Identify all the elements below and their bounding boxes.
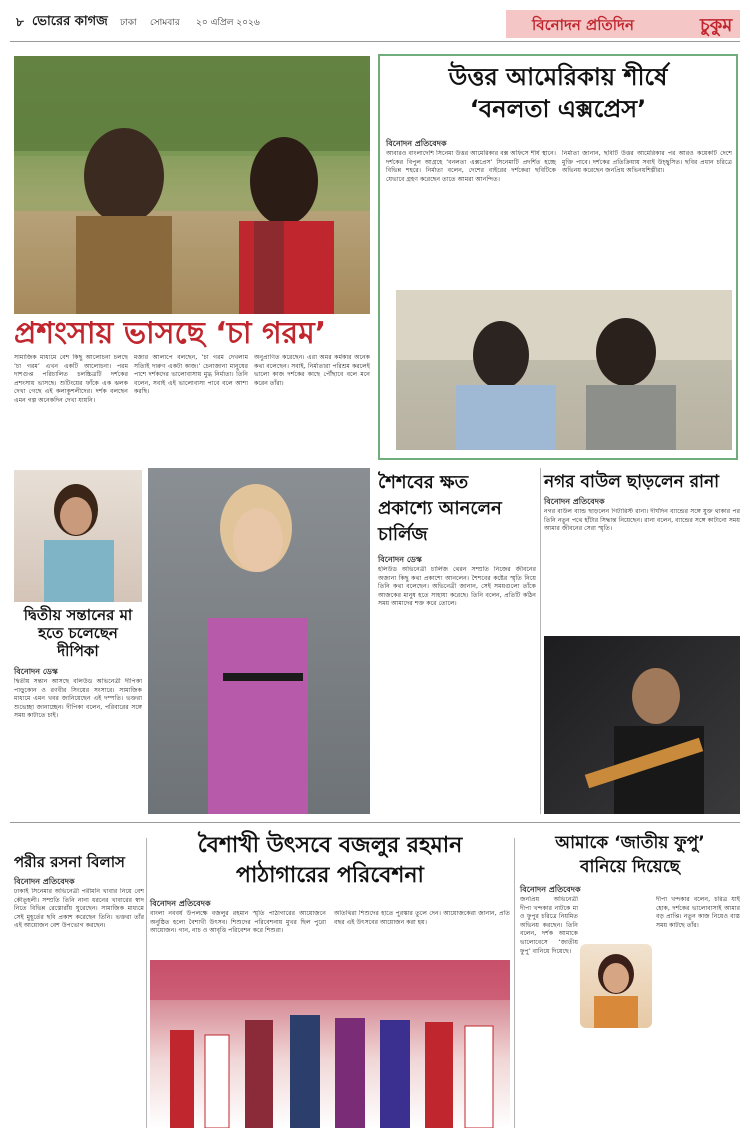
pori-body: ঢাকাই সিনেমার অভিনেত্রী পরীমনি খাবার নিয়ে বেশ কৌতূহলী। সম্প্রতি তিনি নানা ধরনের খাবারের স্বাদ নিতে বিভিন্ন রেস্তোরাঁয় ঘুরেছেন। সামাজিক মাধ্যমে সেই মুহূর্তের ছবি প্রকাশ করেছেন তিনি। ভক্তরা তাঁর এই আয়োজন বেশ উপভোগ করছেন। xyxy=(14,888,144,930)
cha-gorom-body-col2: মজার আলাপে বলছেন, ‘চা গরম দেখলাম সত্যিই দারুণ একটা কাজ।’ চেনাজানা মানুষের পাশে দর্শকদের ভালোবাসায় মুগ্ধ নির্মাতা। তিনি বলেন, সবাই এই ভালোবাসা পাবে বলে আশা করছি। xyxy=(134,354,248,396)
dipa-headline-line2: বানিয়ে দিয়েছে xyxy=(580,857,680,877)
deepika-body: দ্বিতীয় সন্তান আসছে বলিউড অভিনেত্রী দীপিকা পাড়ুকোন ও রণবীর সিংয়ের সংসারে। সামাজিক মাধ্যমে এমন খবর জানিয়েছেন এই দম্পতি। ভক্তরা শুভেচ্ছা জানাচ্ছেন। দীপিকা বলেন, পরিবারের সঙ্গে সময় কাটাতে চাই। xyxy=(14,678,142,720)
dipa-photo-art xyxy=(580,944,652,1028)
charlize-byline: বিনোদন ডেস্ক xyxy=(378,555,422,564)
boishakhi-body-col2: অতিথিরা শিশুদের হাতে পুরস্কার তুলে দেন। আয়োজকেরা জানান, প্রতি বছর এই উৎসবের আয়োজন করা হয়। xyxy=(334,910,510,926)
dipa-byline: বিনোদন প্রতিবেদক xyxy=(520,885,581,894)
dipa-body-col2: দীপা খন্দকার বলেন, চরিত্র যাই হোক, দর্শকের ভালোবাসাই আমার বড় প্রাপ্তি। নতুন কাজ নিয়েও ব্যস্ত সময় কাটছে তাঁর। xyxy=(656,896,740,929)
charlize-headline-line3: চার্লিজ xyxy=(378,524,428,545)
bonolota-headline-line2: ‘বনলতা এক্সপ্রেস’ xyxy=(469,95,647,123)
boishakhi-headline-line1: বৈশাখী উৎসবে বজলুর রহমান xyxy=(197,833,463,858)
boishakhi-headline-line2: পাঠাগারের পরিবেশনা xyxy=(236,863,424,888)
cha-gorom-photo xyxy=(14,56,370,314)
day: সোমবার xyxy=(150,18,180,28)
pori-headline: পরীর রসনা বিলাস xyxy=(14,853,125,871)
cha-gorom-headline: প্রশংসায় ভাসছে ‘চা গরম’ xyxy=(14,316,327,351)
rana-photo-art xyxy=(544,636,740,814)
divider xyxy=(540,468,541,814)
section-logo: চুকুম xyxy=(700,15,733,36)
deepika-photo xyxy=(14,470,142,602)
charlize-body: হলিউড অভিনেত্রী চার্লিজ থেরন সম্প্রতি নিজের জীবনের অজানা কিছু কথা প্রকাশ্যে আনলেন। শৈশবের কষ্টের স্মৃতি নিয়ে তিনি কথা বলেছেন। অভিনেত্রী জানান, সেই সময়গুলো তাঁকে আজকের মানুষ হতে সাহায্য করেছে। তিনি বলেন, প্রতিটি কঠিন সময় আমাদের শক্ত করে তোলে। xyxy=(378,566,536,608)
deepika-headline-line2: হতে চলেছেন xyxy=(38,624,118,642)
rana-byline: বিনোদন প্রতিবেদক xyxy=(544,497,605,506)
cha-gorom-body-col3: অনুপ্রাণিত করেছেন। এরা অমর কর্মকার অনেক কথা বলেছেন। সবাই, নির্মাতারা পরিশ্রম করলেই ভালো কাজ দর্শকের কাছে পৌঁছাবে বলে মনে করেন তাঁরা। xyxy=(254,354,370,387)
charlize-headline-line1: শৈশবের ক্ষত xyxy=(378,472,469,493)
date: ২০ এপ্রিল ২০২৬ xyxy=(196,18,260,28)
deepika-byline: বিনোদন ডেস্ক xyxy=(14,667,58,676)
bonolota-body-col2: নির্মাতা জানান, ছবিটি উত্তর আমেরিকার পর আরও কয়েকটি দেশে মুক্তি পাবে। দর্শকের প্রতিক্রিয়ায় সবাই উচ্ছ্বসিত। ছবির প্রধান চরিত্রে অভিনয় করেছেন জনপ্রিয় অভিনয়শিল্পীরা। xyxy=(562,150,732,175)
pori-byline: বিনোদন প্রতিবেদক xyxy=(14,877,75,886)
rana-body: নগর বাউল ব্যান্ড ছাড়লেন গিটারিস্ট রানা। দীর্ঘদিন ব্যান্ডের সঙ্গে যুক্ত থাকার পর তিনি নতুন পথে হাঁটার সিদ্ধান্ত নিয়েছেন। রানা বলেন, ব্যান্ডের সঙ্গে কাটানো সময় আমার জীবনের সেরা স্মৃতি। xyxy=(544,508,740,533)
dipa-headline-line1: আমাকে ‘জাতীয় ফুপু’ xyxy=(555,833,705,853)
page-header xyxy=(0,0,750,40)
divider xyxy=(514,838,515,1128)
boishakhi-body-col1: বাংলা নববর্ষ উপলক্ষে বজলুর রহমান স্মৃতি পাঠাগারের আয়োজনে অনুষ্ঠিত হলো বৈশাখী উৎসব। শিশুদের পরিবেশনায় মুখর ছিল পুরো আয়োজন। গান, নাচ ও আবৃত্তি পরিবেশন করে শিশুরা। xyxy=(150,910,326,935)
deepika-headline-line3: দীপিকা xyxy=(57,642,99,660)
charlize-headline-line2: প্রকাশ্যে আনলেন xyxy=(378,498,502,519)
dipa-photo xyxy=(580,944,652,1028)
city: ঢাকা xyxy=(120,18,137,28)
charlize-photo xyxy=(148,468,370,814)
bonolota-photo-art xyxy=(396,290,732,450)
deepika-photo-art xyxy=(14,470,142,602)
boishakhi-photo xyxy=(150,960,510,1128)
rana-photo xyxy=(544,636,740,814)
bonolota-body-col1: আবারও বাংলাদেশি সিনেমা উত্তর আমেরিকার বক্স অফিসে শীর্ষ স্থানে। দর্শকের বিপুল আগ্রহে ‘বনলতা এক্সপ্রেস’ সিনেমাটি প্রদর্শিত হচ্ছে বিভিন্ন শহরে। নির্মাতা বলেন, দেশের বাইরের দর্শকেরা ছবিটিকে যেভাবে গ্রহণ করেছেন তাতে আমরা আনন্দিত। xyxy=(386,150,556,183)
boishakhi-byline: বিনোদন প্রতিবেদক xyxy=(150,899,211,908)
dipa-body-col1: জনপ্রিয় অভিনেত্রী দীপা খন্দকার নাটকে মা ও ফুপুর চরিত্রে নিয়মিত অভিনয় করছেন। তিনি বলেন, দর্শক আমাকে ভালোবেসে ‘জাতীয় ফুপু’ বানিয়ে দিয়েছে। xyxy=(520,896,578,955)
deepika-headline-line1: দ্বিতীয় সন্তানের মা xyxy=(23,606,133,624)
bonolota-headline-line1: উত্তর আমেরিকায় শীর্ষে xyxy=(448,63,668,91)
cha-gorom-body-col1: সামাজিক মাধ্যমে বেশ কিছু আলোচনা চলছে ‘চা গরম’ এখন একটি আলোচনা। পরম দাশগুপ্ত পরিচালিত চলচ্চিত্রটি দর্শকের প্রশংসায় ভাসছে। শুটিংয়ের ফাঁকে এক ঝলক দেখা গেছে এই কলাকুশলীদের। দর্শক বলছেন এমন গল্প অনেকদিন দেখা যায়নি। xyxy=(14,354,128,404)
cha-gorom-photo-art xyxy=(14,56,370,314)
rana-headline: নগর বাউল ছাড়লেন রানা xyxy=(544,472,720,492)
page-number: ৮ xyxy=(16,15,24,29)
masthead: ভোরের কাগজ xyxy=(32,14,108,29)
boishakhi-photo-art xyxy=(150,960,510,1128)
lower-rule xyxy=(10,822,740,823)
bonolota-byline: বিনোদন প্রতিবেদক xyxy=(386,139,447,148)
header-rule xyxy=(10,41,740,42)
bonolota-photo xyxy=(396,290,732,450)
divider xyxy=(146,838,147,1128)
section-title: বিনোদন প্রতিদিন xyxy=(532,16,634,34)
charlize-photo-art xyxy=(148,468,370,814)
